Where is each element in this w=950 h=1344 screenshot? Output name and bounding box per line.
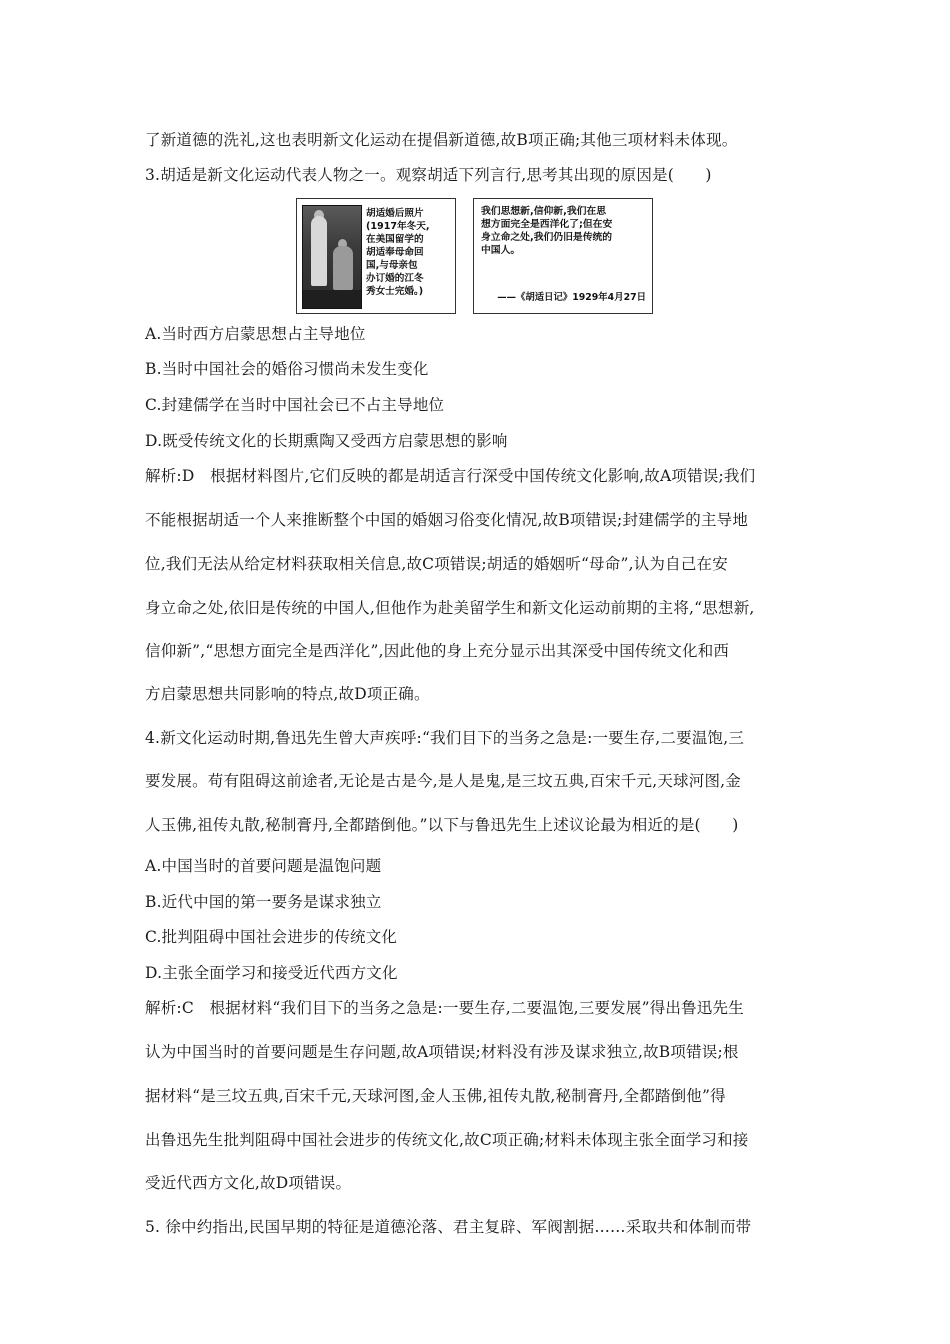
wedding-photo-image — [302, 205, 362, 309]
analysis-line: 位,我们无法从给定材料获取相关信息,故C项错误;胡适的婚姻听“母命”,认为自己在安 — [145, 555, 728, 573]
analysis-line: 身立命之处,依旧是传统的中国人,但他作为赴美留学生和新文化运动前期的主将,“思想新, — [145, 599, 755, 617]
question-3-stem: 3.胡适是新文化运动代表人物之一。观察胡适下列言行,思考其出现的原因是( ) — [145, 166, 712, 184]
question-4-stem: 4.新文化运动时期,鲁迅先生曾大声疾呼:“我们目下的当务之急是:一要生存,二要温饱,三 — [145, 729, 745, 747]
question-4-stem: 要发展。苟有阻碍这前途者,无论是古是今,是人是鬼,是三坟五典,百宋千元,天球河图,金 — [145, 772, 741, 790]
diary-quote-source: ——《胡适日记》1929年4月27日 — [497, 292, 646, 303]
option-d: D.既受传统文化的长期熏陶又受西方启蒙思想的影响 — [145, 432, 508, 450]
question-5-stem: 5. 徐中约指出,民国早期的特征是道德沦落、君主复辟、军阀割据……采取共和体制而带 — [145, 1218, 752, 1236]
diary-quote-text: 我们思想新,信仰新,我们在思 想方面完全是西洋化了;但在安 身立命之处,我们仍旧是传统的 中国人。 — [481, 206, 613, 256]
photo-caption: 胡适婚后照片 (1917年冬天, 在美国留学的 胡适奉母命回 国,与母亲包 办订婚的江冬 秀女士完婚。) — [366, 208, 430, 297]
text-line: 了新道德的洗礼,这也表明新文化运动在提倡新道德,故B项正确;其他三项材料未体现。 — [145, 131, 738, 149]
analysis-line: 解析:C 根据材料“我们目下的当务之急是:一要生存,二要温饱,三要发展”得出鲁迅先生 — [145, 999, 744, 1017]
question-4-stem: 人玉佛,祖传丸散,秘制膏丹,全都踏倒他。”以下与鲁迅先生上述议论最为相近的是( ) — [145, 816, 739, 834]
figure-wedding-photo — [296, 198, 456, 314]
analysis-line: 方启蒙思想共同影响的特点,故D项正确。 — [145, 685, 430, 703]
option-a: A.中国当时的首要问题是温饱问题 — [145, 857, 382, 875]
option-d: D.主张全面学习和接受近代西方文化 — [145, 964, 398, 982]
option-c: C.批判阻碍中国社会进步的传统文化 — [145, 928, 398, 946]
analysis-line: 受近代西方文化,故D项错误。 — [145, 1174, 352, 1192]
analysis-line: 认为中国当时的首要问题是生存问题,故A项错误;材料没有涉及谋求独立,故B项错误;根 — [145, 1043, 739, 1061]
option-b: B.当时中国社会的婚俗习惯尚未发生变化 — [145, 360, 429, 378]
analysis-line: 不能根据胡适一个人来推断整个中国的婚姻习俗变化情况,故B项错误;封建儒学的主导地 — [145, 511, 749, 529]
figure-diary-quote — [473, 198, 653, 314]
option-c: C.封建儒学在当时中国社会已不占主导地位 — [145, 396, 445, 414]
analysis-line: 解析:D 根据材料图片,它们反映的都是胡适言行深受中国传统文化影响,故A项错误;我们 — [145, 467, 756, 485]
option-a: A.当时西方启蒙思想占主导地位 — [145, 325, 366, 343]
analysis-line: 出鲁迅先生批判阻碍中国社会进步的传统文化,故C项正确;材料未体现主张全面学习和接 — [145, 1131, 749, 1149]
option-b: B.近代中国的第一要务是谋求独立 — [145, 893, 382, 911]
analysis-line: 信仰新”,“思想方面完全是西洋化”,因此他的身上充分显示出其深受中国传统文化和西 — [145, 642, 730, 660]
analysis-line: 据材料“是三坟五典,百宋千元,天球河图,金人玉佛,祖传丸散,秘制膏丹,全都踏倒他”得 — [145, 1087, 726, 1105]
